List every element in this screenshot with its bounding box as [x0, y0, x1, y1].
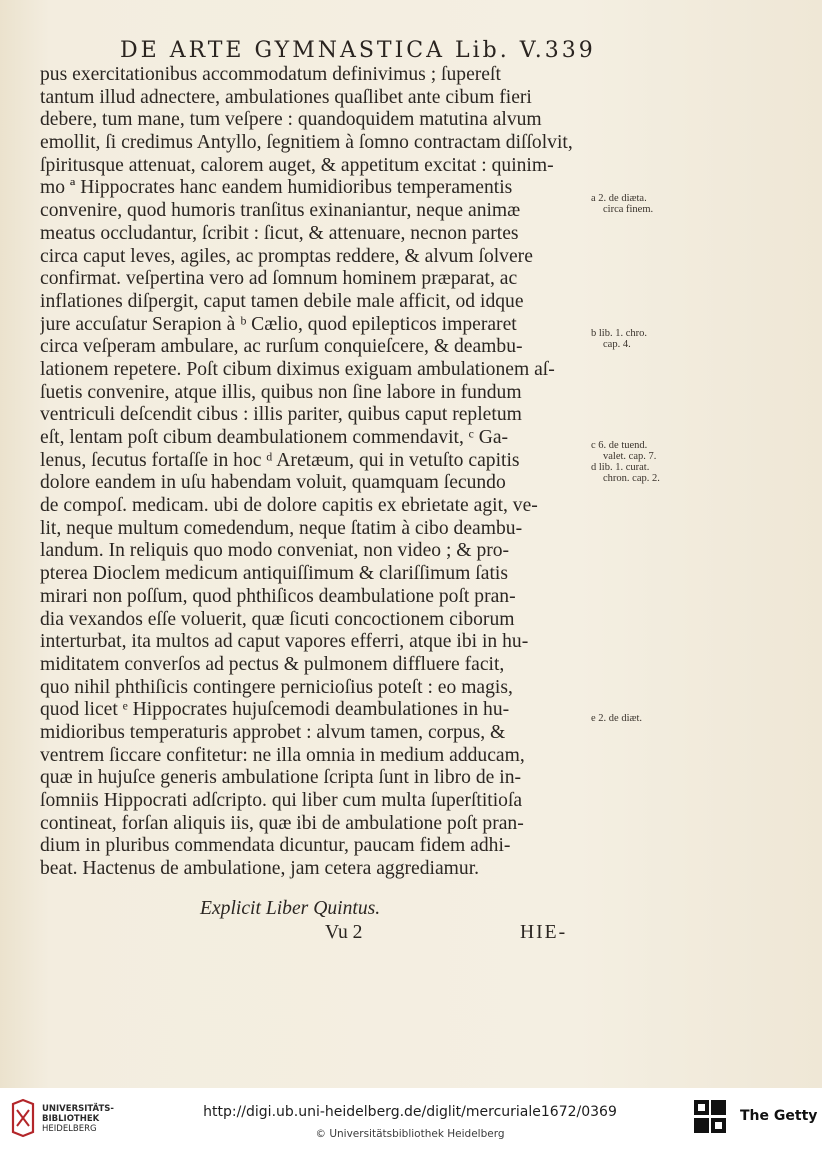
text-line: quod licet ᵉ Hippocrates hujuſcemodi deambulationes in hu- [40, 699, 510, 721]
text-line: ſomniis Hippocrati adſcripto. qui liber cum multa ſuperſtitioſa [40, 790, 523, 811]
text-line: dium in pluribus commendata dicuntur, paucam fidem adhi- [40, 835, 511, 857]
text-line: mo ª Hippocrates hanc eandem humidioribus temperamentis [40, 177, 513, 199]
text-line: debere, tum mane, tum veſpere : quandoquidem matutina alvum [40, 109, 542, 131]
text-line: dia vexandos eſſe voluerit, quæ ſicuti concoctionem ciborum [40, 608, 515, 630]
getty-logo-icon [692, 1098, 728, 1136]
text-line: eſt, lentam poſt cibum deambulationem commendavit, ᶜ Ga- [40, 427, 509, 448]
marginal-note-cd: c 6. de tuend. valet. cap. 7. d lib. 1. curat. chron. cap. 2. [591, 440, 660, 484]
text-line: jure accuſatur Serapion à ᵇ Cælio, quod epilepticos imperaret [40, 313, 517, 335]
text-line: emollit, ſi credimus Antyllo, ſegnitiem à ſomno contractam diſſolvit, [40, 132, 573, 154]
text-line: circa caput leves, agiles, ac promptas reddere, & alvum ſolvere [40, 245, 533, 267]
header-title: DE ARTE GYMNASTICA Lib. V. [120, 38, 545, 63]
text-line: quæ in hujuſce generis ambulatione ſcripta ſunt in libro de in- [40, 767, 522, 789]
text-line: tantum illud adnectere, ambulationes quaſlibet ante cibum fieri [40, 86, 532, 108]
text-line: confirmat. veſpertina vero ad ſomnum hominem præparat, ac [40, 268, 518, 290]
footer-bar [0, 1088, 822, 1149]
catchword: HIE- [520, 922, 568, 943]
marginal-note-b: b lib. 1. chro. cap. 4. [591, 328, 647, 350]
text-line: miditatem converſos ad pectus & pulmonem diffluere facit, [40, 653, 505, 675]
text-line: lenus, ſecutus fortaſſe in hoc ᵈ Aretæum, qui in vetuſto capitis [40, 449, 520, 471]
text-line: de compoſ. medicam. ubi de dolore capitis ex ebrietate agit, ve- [40, 495, 538, 517]
explicit-line: Explicit Liber Quintus. [200, 898, 381, 919]
text-line: quo nihil phthiſicis contingere pernicioſius poteſt : eo magis, [40, 676, 513, 698]
text-line: ſuetis convenire, atque illis, quibus non ſine labore in fundum [40, 381, 522, 403]
text-line: meatus occludantur, ſcribit : ſicut, & attenuare, necnon partes [40, 222, 519, 244]
text-line: dolore eandem in uſu habendam voluit, quamquam ſecundo [40, 472, 506, 494]
getty-name: The Getty [740, 1108, 818, 1124]
text-line: lationem repetere. Poſt cibum diximus exiguam ambulationem aſ- [40, 358, 555, 380]
marginal-note-a: a 2. de diæta. circa finem. [591, 193, 654, 215]
university-name: UNIVERSITÄTS- BIBLIOTHEK HEIDELBERG [42, 1104, 114, 1134]
page-number: 339 [544, 38, 596, 63]
text-line: convenire, quod humoris tranſitus exinaniantur, neque animæ [40, 200, 521, 222]
text-line: interturbat, ita multos ad caput vapores efferri, atque ibi in hu- [40, 631, 529, 653]
text-line: ventrem ſiccare confitetur: ne illa omnia in medium adducam, [40, 744, 525, 766]
text-line: ventriculi deſcendit cibus : illis pariter, quibus caput repletum [40, 404, 522, 426]
text-line: contineat, forſan aliquis iis, quæ ibi de ambulatione poſt pran- [40, 812, 524, 834]
text-line: lit, neque multum comedendum, neque ſtatim à cibo deambu- [40, 517, 523, 539]
body-text [40, 64, 595, 881]
text-line: midioribus temperaturis approbet : alvum tamen, corpus, & [40, 721, 506, 743]
copyright-notice: © Universitätsbibliothek Heidelberg [315, 1128, 505, 1140]
running-header [120, 38, 596, 63]
text-line: ſpiritusque attenuat, calorem auget, & appetitum excitat : quinim- [40, 154, 554, 176]
heidelberg-university-logo-icon [10, 1098, 36, 1138]
text-line: beat. Hactenus de ambulatione, jam cetera aggrediamur. [40, 858, 480, 880]
text-line: pus exercitationibus accommodatum definivimus ; ſupereſt [40, 64, 501, 85]
text-line: circa veſperam ambulare, ac rurſum conquieſcere, & deambu- [40, 336, 523, 358]
signature-mark: Vu 2 [325, 922, 363, 943]
text-line: landum. In reliquis quo modo conveniat, non video ; & pro- [40, 540, 510, 562]
text-line: inflationes diſpergit, caput tamen debile male afficit, od idque [40, 290, 524, 312]
text-line: mirari non poſſum, quod phthiſicos deambulatione poſt pran- [40, 585, 516, 607]
permalink-url[interactable]: http://digi.ub.uni-heidelberg.de/diglit/mercuriale1672/0369 [203, 1104, 617, 1120]
marginal-note-e: e 2. de diæt. [591, 713, 643, 724]
text-line: pterea Dioclem medicum antiquiſſimum & clariſſimum ſatis [40, 563, 508, 585]
